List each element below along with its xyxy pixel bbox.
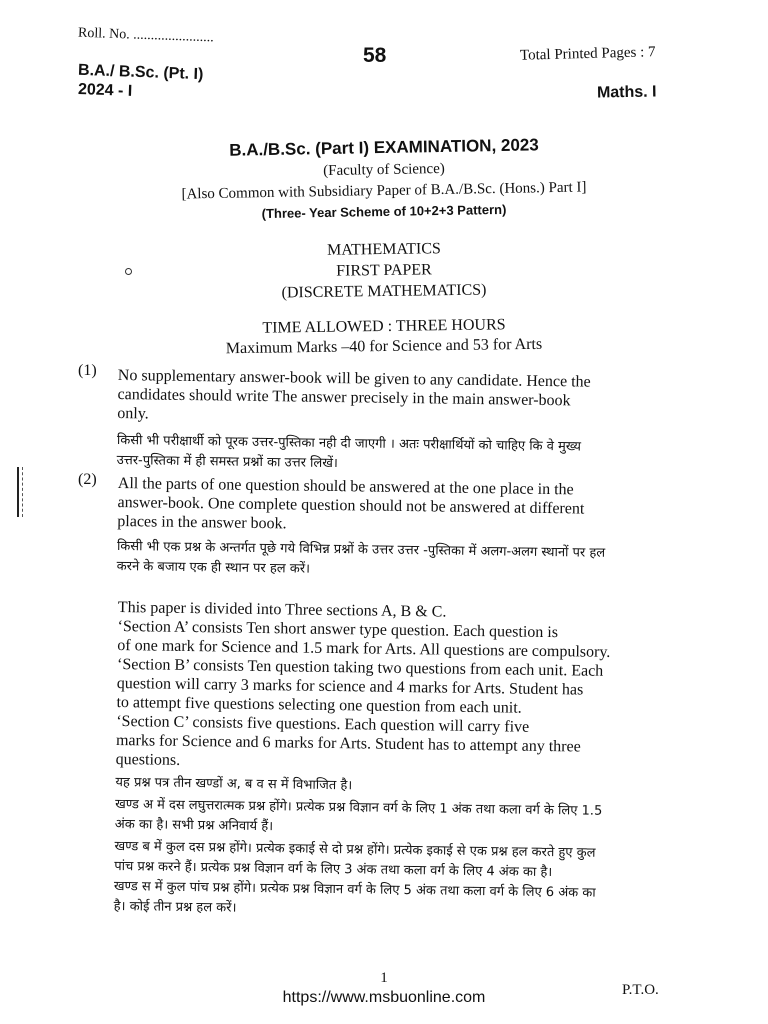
sections-hindi-line: है। कोई तीन प्रश्न हल करें। [113, 898, 237, 916]
sections-line: ‘Section B’ consists Ten question taking two questions from each unit. Each [116, 655, 604, 680]
faculty-line: (Faculty of Science) [323, 160, 445, 180]
instruction-hindi-line: करने के बजाय एक ही स्थान पर हल करें। [116, 558, 311, 577]
margin-mark [17, 467, 23, 517]
instruction-hindi-line: किसी भी परीक्षार्थी को पूरक उत्तर-पुस्तिका नही दी जाएगी । अतः परीक्षार्थियों को चाहिए कि वे मुख्य [116, 432, 582, 455]
instruction-1 [117, 366, 591, 478]
exam-year-label: 2024 - I [77, 81, 133, 100]
pto-label: P.T.O. [622, 982, 659, 998]
topic-heading: (DISCRETE MATHEMATICS) [281, 281, 487, 302]
scan-dot [125, 268, 132, 275]
scheme-line: (Three- Year Scheme of 10+2+3 Pattern) [261, 201, 507, 222]
course-label: B.A./ B.Sc. (Pt. I) [77, 61, 204, 84]
instruction-line: No supplementary answer-book will be given to any candidate. Hence the [117, 366, 591, 391]
sections-line: ‘Section A’ consists Ten short answer type question. Each question is [117, 617, 559, 642]
sections-hindi-line: खण्ड स में कुल पांच प्रश्न होंगे। प्रत्येक प्रश्न विज्ञान वर्ग के लिए 5 अंक तथा कला वर्ग के लिए 6 अंक का [113, 878, 596, 901]
total-printed-pages: Total Printed Pages : 7 [519, 44, 656, 64]
sections-line: ‘Section C’ consists five questions. Each question will carry five [116, 712, 530, 736]
source-url-link[interactable]: https://www.msbuonline.com [282, 989, 486, 1006]
sections-line: question will carry 3 marks for science and 4 marks for Arts. Student has [116, 674, 584, 699]
sections-line: marks for Science and 6 marks for Arts. Student has to attempt any three [115, 731, 581, 756]
instruction-line: All the parts of one question should be answered at the one place in the [117, 474, 574, 499]
instruction-line: candidates should write The answer precisely in the main answer-book [117, 385, 571, 410]
paper-code: 58 [363, 44, 387, 67]
sections-description [114, 598, 611, 924]
time-allowed: TIME ALLOWED : THREE HOURS [262, 316, 506, 337]
sections-hindi-line: खण्ड अ में दस लघुत्तरात्मक प्रश्न होंगे। प्रत्येक प्रश्न विज्ञान वर्ग के लिए 1 अंक तथा कला वर्ग के लिए 1.5 [115, 796, 603, 819]
instruction-line: places in the answer book. [117, 512, 287, 533]
instruction-hindi-line: उत्तर-पुस्तिका में ही समस्त प्रश्नों का उत्तर लिखें। [116, 452, 338, 472]
common-paper-line: [Also Common with Subsidiary Paper of B.A./B.Sc. (Hons.) Part I] [181, 179, 587, 203]
instruction-line: answer-book. One complete question should not be answered at different [117, 493, 585, 518]
paper-heading: FIRST PAPER [336, 261, 432, 280]
sections-line: This paper is divided into Three sections A, B & C. [117, 598, 447, 621]
roll-number-field: Roll. No. ....................... [77, 25, 214, 46]
instruction-2 [117, 474, 607, 584]
page-number: 1 [380, 970, 388, 986]
instruction-hindi-line: किसी भी एक प्रश्न के अन्तर्गत पूछे गये विभिन्न प्रश्नों के उत्तर उत्तर -पुस्तिका में अलग-अलग स्थानों पर हल [116, 538, 606, 561]
sections-line: of one mark for Science and 1.5 mark for Arts. All questions are compulsory. [117, 636, 611, 661]
maximum-marks: Maximum Marks –40 for Science and 53 for Arts [225, 335, 543, 358]
instruction-number: (1) [78, 362, 97, 379]
instruction-number: (2) [78, 471, 97, 488]
subject-code: Maths. I [596, 83, 657, 102]
sections-hindi-line: पांच प्रश्न करने हैं। प्रत्येक प्रश्न विज्ञान वर्ग के लिए 3 अंक तथा कला वर्ग के लिए 4 अंक का है। [114, 858, 553, 881]
sections-line: to attempt five questions selecting one question from each unit. [116, 693, 522, 717]
sections-hindi-line: यह प्रश्न पत्र तीन खण्डों अ, ब व स में विभाजित है। [115, 774, 353, 794]
sections-hindi-line: खण्ड ब में कुल दस प्रश्न होंगे। प्रत्येक इकाई से दो प्रश्न होंगे। प्रत्येक इकाई से एक प्रश्न हल करते हुए कुल [114, 838, 596, 861]
subject-heading: MATHEMATICS [326, 240, 441, 259]
instruction-line: only. [117, 404, 149, 423]
exam-title: B.A./B.Sc. (Part I) EXAMINATION, 2023 [229, 135, 539, 160]
sections-line: questions. [115, 750, 181, 769]
sections-hindi-line: अंक का है। सभी प्रश्न अनिवार्य हैं। [114, 816, 274, 835]
